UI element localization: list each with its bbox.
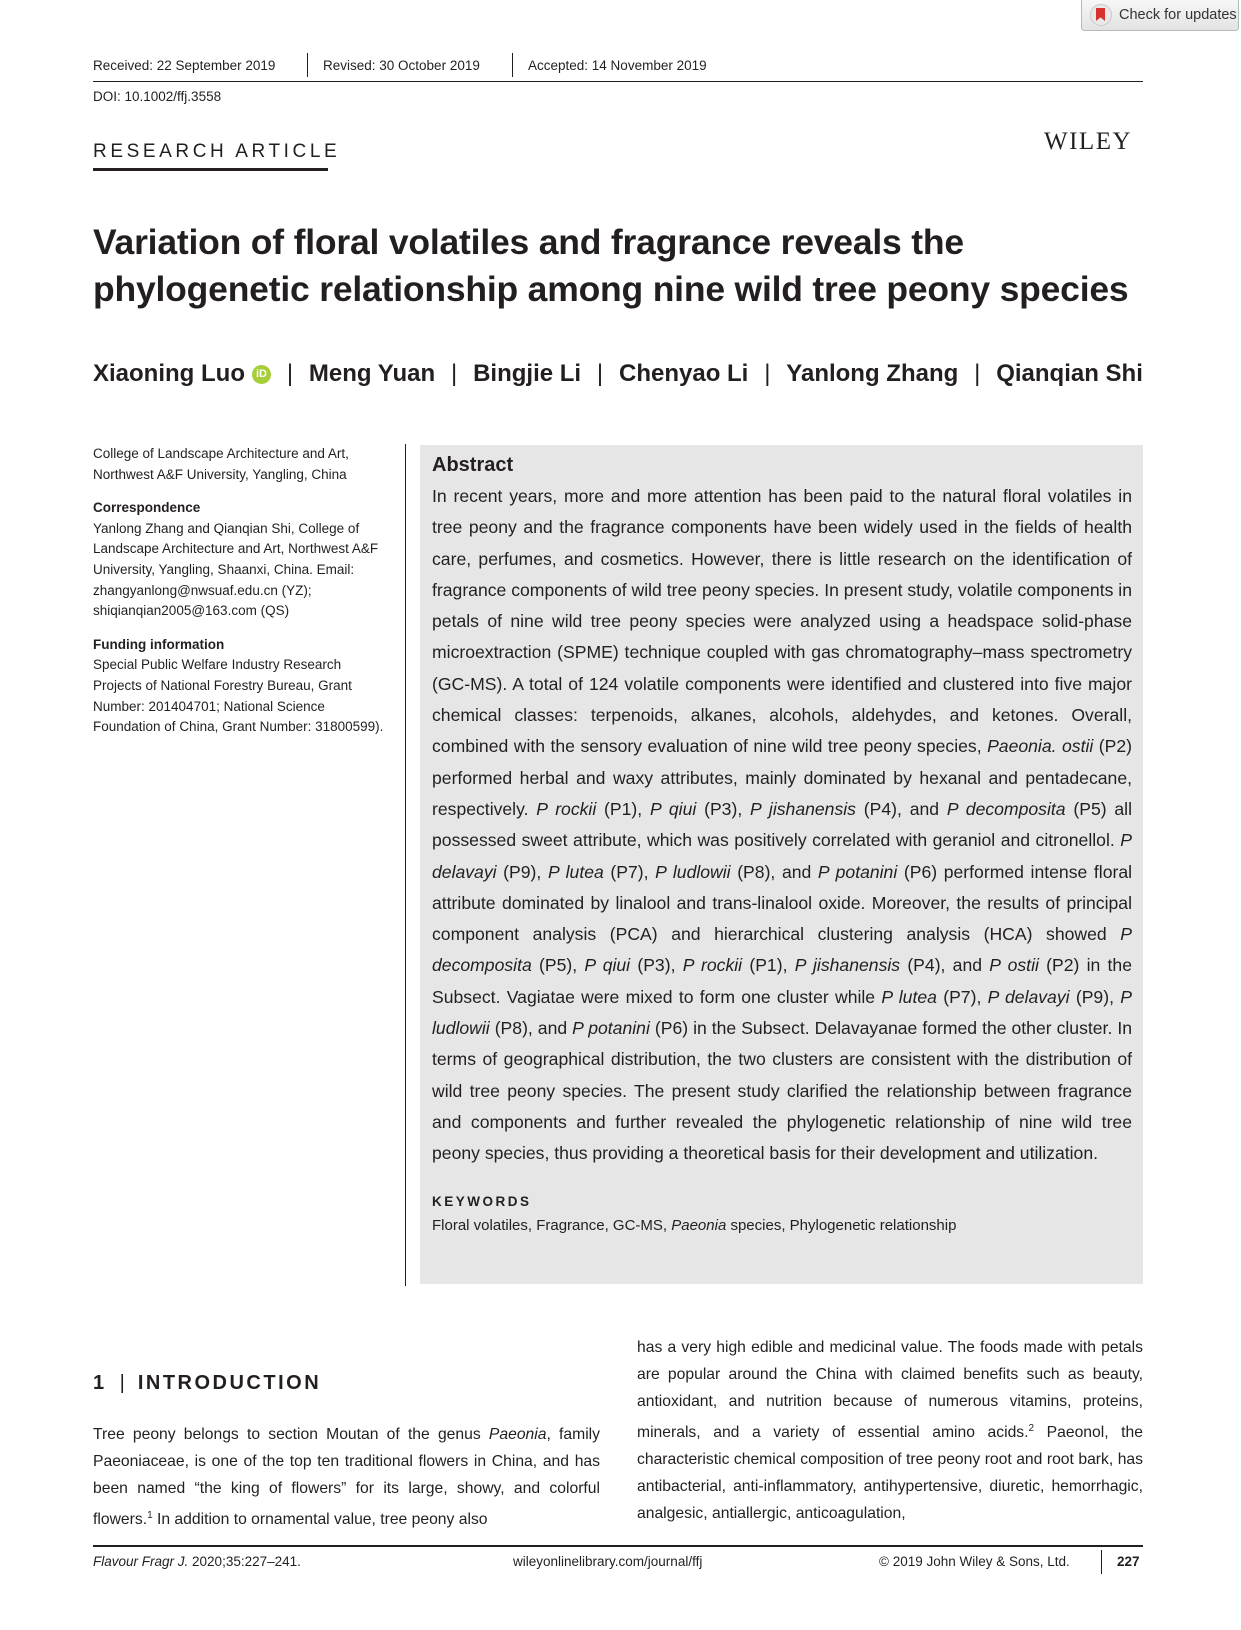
page-number: 227 <box>1117 1554 1140 1569</box>
received-date: Received: 22 September 2019 <box>93 58 276 73</box>
journal-url[interactable]: wileyonlinelibrary.com/journal/ffj <box>513 1554 703 1569</box>
section-heading: 1 | INTRODUCTION <box>93 1372 322 1394</box>
author-separator: | <box>286 360 294 387</box>
journal-citation: Flavour Fragr J. 2020;35:227–241. <box>93 1554 301 1569</box>
author-separator: | <box>764 360 771 387</box>
abstract-heading: Abstract <box>432 454 514 476</box>
intro-column-left: Tree peony belongs to section Moutan of the genus Paeonia, family Paeoniaceae, is one of the top ten traditional flowers in China, and has been named “the king of flowers” for its large, showy, and colorful flowers.$^1$ In addition to ornamental value, tree peony also <box>93 1426 601 1528</box>
author-separator: | <box>596 360 604 387</box>
abstract-box <box>420 445 1143 1284</box>
author-list <box>93 360 1143 388</box>
keywords-list: Floral volatiles, Fragrance, GC-MS, Paeonia species, Phylogenetic relationship <box>432 1216 957 1234</box>
doi[interactable]: DOI: 10.1002/ffj.3558 <box>93 89 222 104</box>
article-type-underline <box>93 168 328 171</box>
funding-heading: Funding information <box>93 636 225 652</box>
author-separator: | <box>974 360 981 387</box>
footer-divider <box>1101 1550 1102 1574</box>
article-info-sidebar <box>93 444 393 751</box>
footer-rule <box>93 1545 1143 1547</box>
article-title: Variation of floral volatiles and fragrance reveals the phylogenetic relationship among nine wild tree peony species <box>93 222 1129 309</box>
abstract-text: In recent years, more and more attention has been paid to the natural floral volatiles in tree peony and the fragrance components have been widely used in the fields of health care, perfumes, and cosmetics. However, there is little research on the identification of fragrance components of wild tree peony species. In present study, volatile components in petals of nine wild tree peony species were analyzed using a headspace solid-phase microextraction (SPME) technique coupled with gas chromatography–mass spectrometry (GC-MS). A total of 124 volatile components were identified and clustered into five major chemical classes: terpenoids, alkanes, alcohols, aldehydes, and ketones. Overall, combined with the sensory evaluation of nine wild tree peony species, Paeonia. ostii (P2) performed herbal and waxy attributes, mainly dominated by hexanal and pentadecane, respectively. P rockii (P1), P qiui (P3), P jishanensis (P4), and P decomposita (P5) all possessed sweet attribute, which was positively correlated with geraniol and citronellol. P delavayi (P9), P lutea (P7), P ludlowii (P8), and P potanini (P6) performed intense floral attribute dominated by linalool and trans-linalool oxide. Moreover, the results of principal component analysis (PCA) and hierarchical clustering analysis (HCA) showed P decomposita (P5), P qiui (P3), P rockii (P1), P jishanensis (P4), and P ostii (P2) in the Subsect. Vagiatae were mixed to form one cluster while P lutea (P7), P delavayi (P9), P ludlowii (P8), and P potanini (P6) in the Subsect. Delavayanae formed the other cluster. In terms of geographical distribution, the two clusters are consistent with the distribution of wild tree peony species. The present study clarified the relationship between fragrance and components and further revealed the phylogenetic relationship of nine wild tree peony species, thus providing a theoretical basis for their development and utilization. <box>432 486 1133 1164</box>
revised-date: Revised: 30 October 2019 <box>323 58 480 73</box>
copyright: © 2019 John Wiley & Sons, Ltd. <box>879 1554 1070 1569</box>
author[interactable]: Meng Yuan <box>308 360 436 387</box>
affiliation: College of Landscape Architecture and Art, Northwest A&F University, Yangling, China <box>93 446 349 482</box>
accepted-date: Accepted: 14 November 2019 <box>528 58 707 73</box>
author[interactable]: Xiaoning Luo iD <box>93 360 271 388</box>
correspondence-heading: Correspondence <box>93 500 201 516</box>
orcid-icon[interactable]: iD <box>252 365 271 384</box>
sidebar-divider <box>405 444 406 1286</box>
header-rule <box>93 81 1143 82</box>
bookmark-icon <box>1090 4 1112 26</box>
header-divider <box>307 53 308 77</box>
keywords-heading: KEYWORDS <box>432 1193 532 1209</box>
author[interactable]: Yanlong Zhang <box>786 360 959 387</box>
author-separator: | <box>451 360 458 387</box>
correspondence-text: Yanlong Zhang and Qianqian Shi, College of Landscape Architecture and Art, Northwest A&F University, Yangling, Shaanxi, China. Email: zhangyanlong@nwsuaf.edu.cn (YZ); shiqianqian2005@163.com (QS) <box>93 520 379 619</box>
citation-link[interactable]: 2 <box>1028 1422 1035 1434</box>
check-for-updates-button[interactable] <box>1081 0 1239 31</box>
author[interactable]: Bingjie Li <box>473 360 582 387</box>
header-divider <box>512 53 513 77</box>
intro-column-right: has a very high edible and medicinal value. The foods made with petals are popular around the China with claimed benefits such as beauty, antioxidant, and nutrition because of numerous vitamins, proteins, minerals, and a variety of essential amino acids.$^2$ Paeonol, the characteristic chemical composition of tree peony root and root bark, has antibacterial, anti-inflammatory, antihypertensive, diuretic, hemorrhagic, analgesic, antiallergic, anticoagulation, <box>637 1339 1143 1522</box>
funding-text: Special Public Welfare Industry Research Projects of National Forestry Bureau, Grant Number: 201404701; National Science Foundation of China, Grant Number: 31800599). <box>93 657 384 735</box>
check-for-updates-label: Check for updates <box>1119 7 1237 23</box>
author[interactable]: Qianqian Shi <box>996 360 1143 387</box>
author[interactable]: Chenyao Li <box>619 360 749 387</box>
publisher-logo: WILEY <box>1044 128 1133 155</box>
citation-link[interactable]: 1 <box>147 1509 153 1521</box>
article-type: RESEARCH ARTICLE <box>93 141 341 162</box>
